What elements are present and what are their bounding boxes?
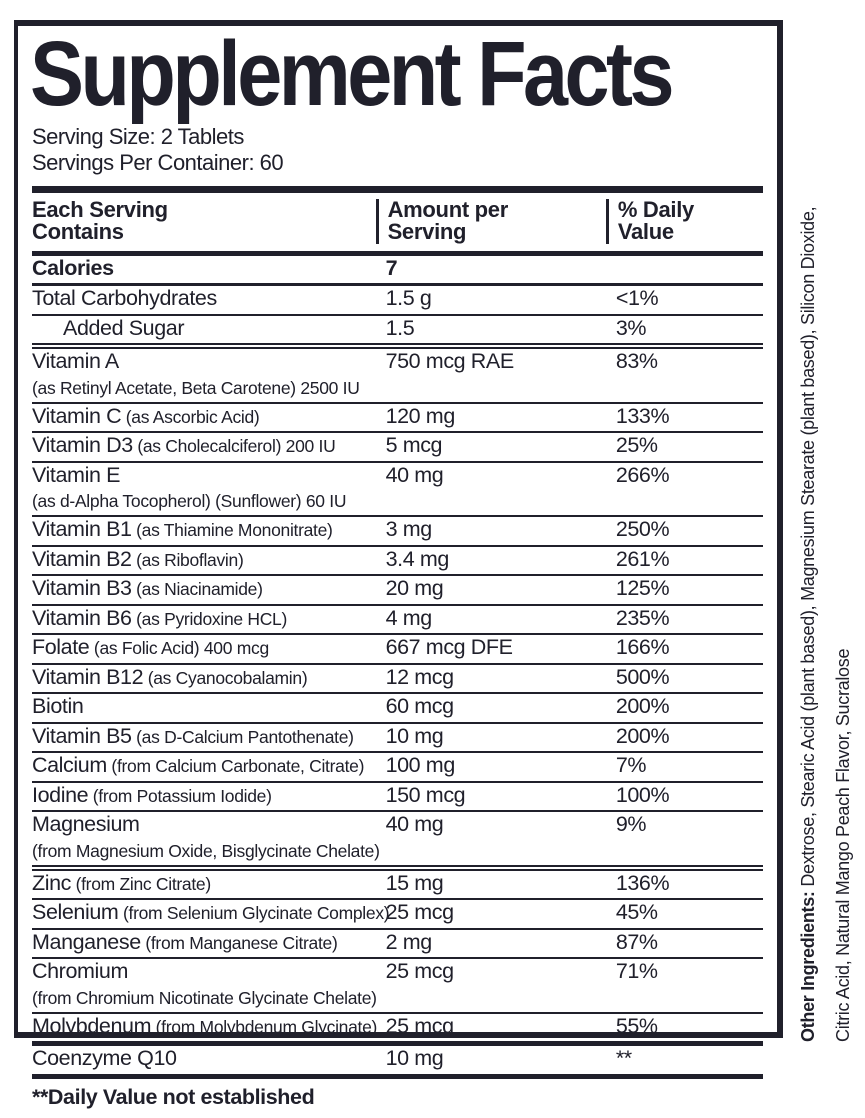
nutrient-name: Total Carbohydrates (32, 286, 217, 311)
amount-value: 10 mg (385, 723, 444, 748)
daily-value: 266% (615, 462, 670, 487)
panel-title: Supplement Facts (30, 23, 671, 125)
header-top-rule (32, 186, 763, 193)
table-row (32, 286, 763, 316)
daily-value: 9% (615, 812, 647, 837)
table-row (32, 812, 763, 871)
nutrient-name: Added Sugar (63, 315, 185, 340)
nutrient-name: Magnesium (32, 812, 140, 837)
daily-value: 71% (615, 959, 658, 984)
amount-value: 10 mg (385, 1046, 444, 1071)
nutrient-subnote: (as Retinyl Acetate, Beta Carotene) 2500 IU (32, 377, 360, 398)
nutrient-name: Iodine (from Potassium Iodide) (32, 782, 272, 807)
serving-size: Serving Size: 2 Tablets (32, 123, 244, 149)
table-row (32, 433, 763, 463)
nutrient-name: Vitamin B5 (as D-Calcium Pantothenate) (32, 723, 354, 748)
daily-value: 100% (615, 782, 670, 807)
nutrient-name: Calories (32, 255, 114, 280)
table-row (32, 1014, 763, 1047)
nutrient-subnote: (from Chromium Nicotinate Glycinate Chelate) (32, 987, 377, 1008)
table-row (32, 404, 763, 434)
table-row (32, 547, 763, 577)
other-ingredients-text (791, 42, 861, 1042)
amount-value: 20 mg (385, 576, 444, 601)
daily-value: 3% (615, 315, 647, 340)
table-row (32, 930, 763, 960)
amount-value: 100 mg (385, 753, 455, 778)
amount-value: 5 mcg (385, 433, 443, 458)
table-row (32, 256, 763, 287)
table-row (32, 694, 763, 724)
table-row (32, 463, 763, 518)
nutrient-name: Coenzyme Q10 (32, 1046, 177, 1071)
nutrient-name: Manganese (from Manganese Citrate) (32, 929, 338, 954)
table-row (32, 517, 763, 547)
daily-value: 87% (615, 929, 658, 954)
nutrient-name: Vitamin B2 (as Riboflavin) (32, 546, 244, 571)
amount-value: 2 mg (385, 929, 432, 954)
nutrient-name: Molybdenum (from Molybdenum Glycinate) (32, 1013, 378, 1038)
nutrient-name: Vitamin A (32, 349, 119, 374)
nutrient-table (32, 256, 763, 1079)
servings-per-container: Servings Per Container: 60 (32, 150, 284, 176)
daily-value: 83% (615, 349, 658, 374)
nutrient-name: Vitamin B6 (as Pyridoxine HCL) (32, 605, 288, 630)
daily-value: 7% (615, 753, 647, 778)
amount-value: 7 (385, 255, 398, 280)
nutrient-name: Vitamin B3 (as Niacinamide) (32, 576, 263, 601)
daily-value: <1% (615, 286, 659, 311)
daily-value-footnote: **Daily Value not established (32, 1084, 315, 1109)
daily-value: 500% (615, 664, 670, 689)
table-row (32, 959, 763, 1014)
nutrient-name: Folate (as Folic Acid) 400 mcg (32, 635, 269, 660)
amount-value: 1.5 g (385, 286, 432, 311)
column-header-daily-value: % Daily Value (606, 199, 763, 244)
daily-value: 55% (615, 1013, 658, 1038)
nutrient-name: Vitamin B12 (as Cyanocobalamin) (32, 664, 308, 689)
nutrient-name: Biotin (32, 694, 84, 719)
daily-value: 261% (615, 546, 670, 571)
column-header-each-serving: Each Serving Contains (32, 196, 168, 245)
column-header-amount: Amount per Serving (376, 199, 606, 244)
nutrient-name: Calcium (from Calcium Carbonate, Citrate) (32, 753, 365, 778)
table-row (32, 1046, 763, 1079)
other-ingredients-line1: Other Ingredients: Dextrose, Stearic Acid (plant based), Magnesium Stearate (plant based), Silicon Dioxide, (798, 206, 818, 1042)
table-row (32, 576, 763, 606)
nutrient-name: Chromium (32, 959, 128, 984)
amount-value: 25 mcg (385, 959, 454, 984)
amount-value: 25 mcg (385, 900, 454, 925)
table-row (32, 635, 763, 665)
amount-value: 667 mcg DFE (385, 635, 513, 660)
daily-value: 45% (615, 900, 658, 925)
nutrient-subnote: (as d-Alpha Tocopherol) (Sunflower) 60 IU (32, 491, 347, 512)
daily-value: 166% (615, 635, 670, 660)
daily-value: 125% (615, 576, 670, 601)
table-header (32, 193, 763, 251)
other-ingredients-line2: Citric Acid, Natural Mango Peach Flavor, Sucralose (833, 648, 853, 1042)
nutrient-name: Vitamin C (as Ascorbic Acid) (32, 403, 260, 428)
table-row (32, 783, 763, 813)
serving-info (32, 124, 763, 177)
table-row (32, 349, 763, 404)
nutrient-name: Vitamin D3 (as Cholecalciferol) 200 IU (32, 433, 336, 458)
amount-value: 3.4 mg (385, 546, 449, 571)
amount-value: 3 mg (385, 517, 432, 542)
nutrient-name: Vitamin B1 (as Thiamine Mononitrate) (32, 517, 333, 542)
amount-value: 750 mcg RAE (385, 349, 514, 374)
nutrient-name: Selenium (from Selenium Glycinate Complex) (32, 900, 390, 925)
table-row (32, 753, 763, 783)
table-row (32, 900, 763, 930)
daily-value: 133% (615, 403, 670, 428)
amount-value: 4 mg (385, 605, 432, 630)
amount-value: 60 mcg (385, 694, 454, 719)
daily-value: 200% (615, 694, 670, 719)
table-row (32, 316, 763, 350)
daily-value: 250% (615, 517, 670, 542)
table-row (32, 724, 763, 754)
other-ingredients-label: Other Ingredients: (798, 891, 818, 1042)
nutrient-subnote: (from Magnesium Oxide, Bisglycinate Chelate) (32, 840, 380, 861)
table-row (32, 871, 763, 901)
daily-value: 200% (615, 723, 670, 748)
daily-value: ** (615, 1046, 632, 1071)
amount-value: 1.5 (385, 315, 415, 340)
table-row (32, 665, 763, 695)
amount-value: 120 mg (385, 403, 455, 428)
amount-value: 40 mg (385, 462, 444, 487)
nutrient-name: Vitamin E (32, 462, 121, 487)
daily-value: 25% (615, 433, 658, 458)
amount-value: 25 mcg (385, 1013, 454, 1038)
supplement-facts-panel (14, 20, 783, 1109)
nutrient-name: Zinc (from Zinc Citrate) (32, 870, 211, 895)
amount-value: 15 mg (385, 870, 444, 895)
amount-value: 40 mg (385, 812, 444, 837)
daily-value: 136% (615, 870, 670, 895)
table-row (32, 606, 763, 636)
amount-value: 12 mcg (385, 664, 454, 689)
daily-value: 235% (615, 605, 670, 630)
amount-value: 150 mcg (385, 782, 466, 807)
